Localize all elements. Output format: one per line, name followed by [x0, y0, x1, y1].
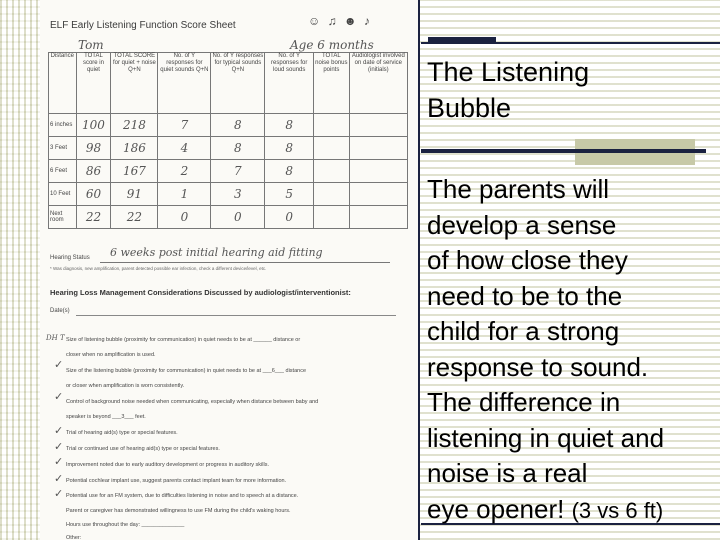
body-line: The difference in: [427, 387, 621, 417]
doodle-illustrations: ☺ ♫ ☻ ♪: [308, 14, 372, 28]
table-cell: [314, 114, 350, 137]
table-cell: 2: [158, 160, 211, 183]
body-line: The parents will: [427, 174, 610, 204]
hearing-status-note: * Was diagnosis, new amplification, parent detected possible ear infection, check a different device/level, etc.: [50, 266, 267, 271]
checkmark-icon: ✓: [54, 472, 64, 485]
checkmark-icon: ✓: [54, 424, 64, 437]
table-cell: 60: [76, 183, 111, 206]
slide-title-line: The Listening: [427, 57, 590, 87]
table-cell: 98: [76, 137, 111, 160]
table-cell: 8: [265, 137, 314, 160]
row-label: 3 Feet: [49, 137, 77, 160]
checkmark-icon: ✓: [54, 390, 64, 403]
hearing-status-label: Hearing Status: [50, 255, 90, 261]
table-cell: [349, 206, 407, 229]
body-line: child for a strong: [427, 316, 620, 346]
table-cell: 8: [211, 137, 265, 160]
table-cell: 100: [76, 114, 111, 137]
list-item: speaker is beyond ___3___ feet.: [66, 414, 146, 420]
child-name: Tom: [78, 38, 104, 52]
list-item: Potential use for an FM system, due to difficulties listening in noise and to speech at a distance.: [66, 493, 299, 499]
table-row: [49, 183, 408, 206]
column-header: Distance: [49, 53, 77, 114]
table-cell: 86: [76, 160, 111, 183]
body-line: of how close they: [427, 245, 628, 275]
checkmark-icon: ✓: [54, 487, 64, 500]
list-item: Trial of hearing aid(s) type or special features.: [66, 430, 178, 436]
list-item: Control of background noise needed when communicating, especially when distance between baby and: [66, 399, 319, 405]
body-line-text: eye opener!: [427, 493, 565, 524]
dates-line: [76, 315, 396, 316]
table-cell: 91: [111, 183, 158, 206]
table-cell: [349, 160, 407, 183]
list-item: closer when no amplification is used.: [66, 352, 156, 358]
list-item: Size of the listening bubble (proximity for communication) in quiet needs to be at ___6___ distance: [66, 368, 307, 374]
list-item: Potential cochlear implant use, suggest parents contact implant team for more information.: [66, 478, 287, 484]
child-age: Age 6 months: [290, 38, 374, 52]
table-cell: 8: [211, 114, 265, 137]
checkmark-icon: ✓: [54, 440, 64, 453]
table-row: [49, 160, 408, 183]
body-line: listening in quiet and: [427, 422, 665, 453]
list-item: Improvement noted due to early auditory development or progress in auditory skills.: [66, 462, 269, 468]
body-line: noise is a real: [427, 458, 588, 488]
table-cell: [314, 206, 350, 229]
list-item: or closer when amplification is worn consistently.: [66, 383, 185, 389]
column-header: TOTAL SCORE for quiet + noise Q+N: [111, 53, 158, 114]
slide-title-line: Bubble: [427, 93, 512, 123]
table-cell: 22: [76, 206, 111, 229]
table-cell: 0: [211, 206, 265, 229]
table-row: [49, 137, 408, 160]
list-item: Other:: [66, 535, 82, 540]
table-row: [49, 114, 408, 137]
table-cell: 186: [111, 137, 158, 160]
top-thin-rule: [421, 42, 720, 44]
body-line: develop a sense: [427, 209, 617, 240]
table-cell: 8: [265, 114, 314, 137]
middle-rule-overlay: [421, 149, 706, 153]
table-cell: 218: [111, 114, 158, 137]
body-line: response to sound.: [427, 351, 649, 382]
table-cell: 0: [265, 206, 314, 229]
checkmark-icon: ✓: [54, 455, 64, 468]
hearing-status-handwriting: 6 weeks post initial hearing aid fitting: [110, 246, 323, 259]
row-label: 6 inches: [49, 114, 77, 137]
table-cell: 8: [265, 160, 314, 183]
checkmark-icon: ✓: [54, 358, 64, 371]
table-cell: 0: [158, 206, 211, 229]
slide-body: [427, 172, 719, 528]
score-table-header: [49, 53, 408, 114]
table-cell: [349, 137, 407, 160]
score-sheet-image: [40, 0, 420, 540]
score-table: [48, 52, 408, 229]
table-cell: [349, 114, 407, 137]
table-cell: 167: [111, 160, 158, 183]
table-cell: [314, 183, 350, 206]
table-cell: 7: [158, 114, 211, 137]
row-label: 10 Feet: [49, 183, 77, 206]
list-item: Trial or continued use of hearing aid(s) type or special features.: [66, 446, 220, 452]
list-item: Hours use throughout the day: ______________: [66, 522, 185, 528]
considerations-heading: Hearing Loss Management Considerations Discussed by audiologist/interventionist:: [50, 288, 351, 297]
initials-handwriting: DH T: [46, 334, 65, 342]
column-header: TOTAL score in quiet: [76, 53, 111, 114]
body-line-last: [427, 492, 719, 529]
hearing-status-line: [100, 262, 390, 263]
table-row: [49, 206, 408, 229]
table-cell: 4: [158, 137, 211, 160]
body-line: need to be to the: [427, 280, 623, 311]
left-edge-pattern: [0, 0, 40, 540]
score-sheet-title: ELF Early Listening Function Score Sheet: [50, 20, 236, 31]
table-cell: [314, 137, 350, 160]
table-cell: [314, 160, 350, 183]
table-cell: 1: [158, 183, 211, 206]
table-cell: 5: [265, 183, 314, 206]
dates-label: Date(s): [50, 308, 70, 314]
body-line-note: (3 vs 6 ft): [571, 497, 664, 523]
column-header: Audiologist involved on date of service (initials): [349, 53, 407, 114]
table-cell: 7: [211, 160, 265, 183]
slide-title: [427, 54, 712, 126]
row-label: Next room: [49, 206, 77, 229]
list-item: Size of listening bubble (proximity for communication) in quiet needs to be at ______ distance or: [66, 337, 301, 343]
column-header: No. of Y responses for loud sounds: [265, 53, 314, 114]
column-header: No. of Y responses for quiet sounds Q+N: [158, 53, 211, 114]
table-cell: 3: [211, 183, 265, 206]
table-cell: 22: [111, 206, 158, 229]
column-header: TOTAL noise bonus points: [314, 53, 350, 114]
table-cell: [349, 183, 407, 206]
column-header: No. of Y responses for typical sounds Q+N: [211, 53, 265, 114]
row-label: 6 Feet: [49, 160, 77, 183]
list-item: Parent or caregiver has demonstrated willingness to use FM during the child's waking hours.: [66, 508, 291, 514]
